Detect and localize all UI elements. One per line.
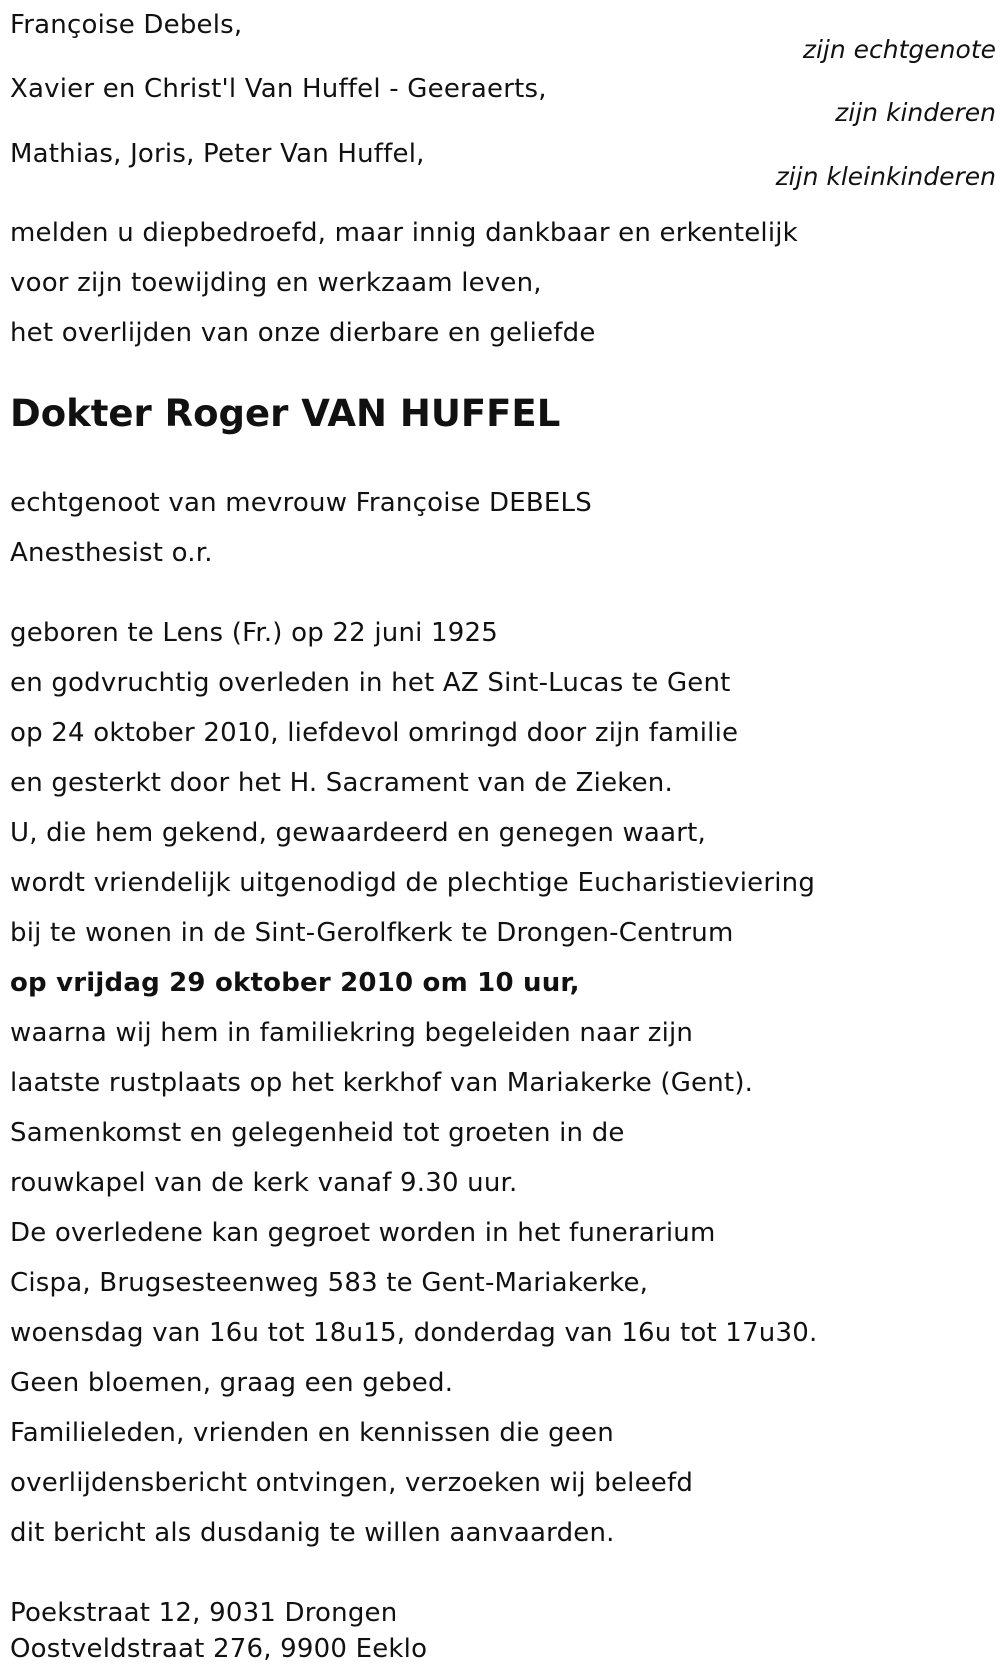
body-line: bij te wonen in de Sint-Gerolfkerk te Drongen-Centrum — [10, 918, 734, 948]
body-line: waarna wij hem in familiekring begeleiden naar zijn — [10, 1018, 694, 1048]
body-line: Samenkomst en gelegenheid tot groeten in de — [10, 1118, 625, 1148]
family-names-children: Xavier en Christ'l Van Huffel - Geeraerts, — [10, 74, 547, 104]
body-line: U, die hem gekend, gewaardeerd en genegen waart, — [10, 818, 706, 848]
deceased-name-heading: Dokter Roger VAN HUFFEL — [10, 392, 561, 435]
body-line: woensdag van 16u tot 18u15, donderdag van 16u tot 17u30. — [10, 1318, 818, 1348]
body-line: en godvruchtig overleden in het AZ Sint-Lucas te Gent — [10, 668, 731, 698]
body-line: Cispa, Brugsesteenweg 583 te Gent-Mariakerke, — [10, 1268, 649, 1298]
family-role-children: zijn kinderen — [835, 98, 996, 127]
body-line: Familieleden, vrienden en kennissen die geen — [10, 1418, 614, 1448]
family-names-grandchildren: Mathias, Joris, Peter Van Huffel, — [10, 139, 425, 169]
intro-line: melden u diepbedroefd, maar innig dankbaar en erkentelijk — [10, 218, 798, 248]
family-role-spouse: zijn echtgenote — [802, 35, 996, 64]
intro-line: voor zijn toewijding en werkzaam leven, — [10, 268, 542, 298]
address-line: Poekstraat 12, 9031 Drongen — [10, 1598, 398, 1628]
body-line: overlijdensbericht ontvingen, verzoeken wij beleefd — [10, 1468, 694, 1498]
family-names-spouse: Françoise Debels, — [10, 10, 243, 40]
body-line: rouwkapel van de kerk vanaf 9.30 uur. — [10, 1168, 518, 1198]
body-line: De overledene kan gegroet worden in het funerarium — [10, 1218, 716, 1248]
body-line: en gesterkt door het H. Sacrament van de Zieken. — [10, 768, 673, 798]
body-line: geboren te Lens (Fr.) op 22 juni 1925 — [10, 618, 498, 648]
body-line: wordt vriendelijk uitgenodigd de plechtige Eucharistieviering — [10, 868, 816, 898]
intro-line: het overlijden van onze dierbare en geliefde — [10, 318, 596, 348]
spouse-line: echtgenoot van mevrouw Françoise DEBELS — [10, 488, 592, 518]
ceremony-datetime: op vrijdag 29 oktober 2010 om 10 uur, — [10, 968, 580, 998]
profession-line: Anesthesist o.r. — [10, 538, 213, 568]
body-line: Geen bloemen, graag een gebed. — [10, 1368, 454, 1398]
address-line: Oostveldstraat 276, 9900 Eeklo — [10, 1634, 428, 1664]
body-line: laatste rustplaats op het kerkhof van Mariakerke (Gent). — [10, 1068, 754, 1098]
family-role-grandchildren: zijn kleinkinderen — [775, 162, 996, 191]
body-line: dit bericht als dusdanig te willen aanvaarden. — [10, 1518, 615, 1548]
body-line: op 24 oktober 2010, liefdevol omringd door zijn familie — [10, 718, 739, 748]
